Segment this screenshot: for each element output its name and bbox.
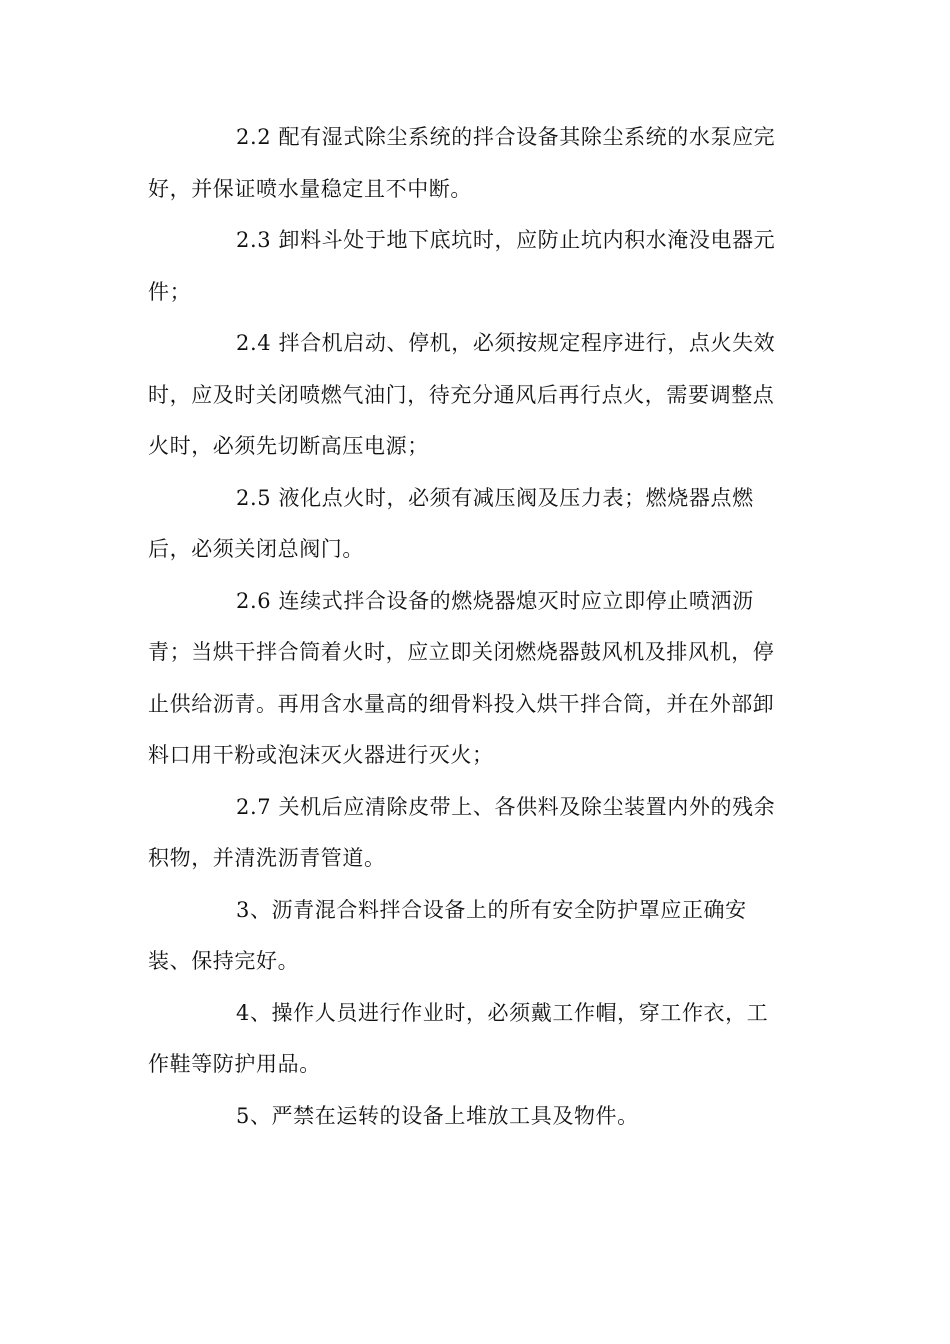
paragraph-3	[148, 885, 800, 988]
text-line: 4、操作人员进行作业时，必须戴工作帽，穿工作衣，工	[236, 1000, 769, 1025]
text-line: 装、保持完好。	[148, 949, 300, 973]
text-line: 止供给沥青。再用含水量高的细骨料投入烘干拌合筒，并在外部卸	[148, 691, 775, 716]
text-line: 2.7 关机后应清除皮带上、各供料及除尘装置内外的残余	[236, 794, 776, 819]
text-line: 火时，必须先切断高压电源；	[148, 434, 429, 458]
paragraph-5	[148, 1091, 800, 1143]
text-line: 5、严禁在运转的设备上堆放工具及物件。	[236, 1103, 639, 1128]
paragraph-2-3	[148, 215, 800, 318]
text-line: 件；	[148, 279, 192, 304]
paragraph-2-2	[148, 112, 800, 215]
text-line: 后，必须关闭总阀门。	[148, 537, 364, 561]
paragraph-4	[148, 988, 800, 1091]
paragraph-2-4	[148, 318, 800, 473]
text-line: 2.5 液化点火时，必须有减压阀及压力表；燃烧器点燃	[236, 485, 754, 510]
text-line: 时，应及时关闭喷燃气油门，待充分通风后再行点火，需要调整点	[148, 382, 775, 407]
text-line: 好，并保证喷水量稳定且不中断。	[148, 176, 472, 201]
document-body	[148, 112, 800, 1142]
text-line: 2.2 配有湿式除尘系统的拌合设备其除尘系统的水泵应完	[236, 125, 776, 149]
text-line: 3、沥青混合料拌合设备上的所有安全防护罩应正确安	[236, 897, 747, 922]
text-line: 料口用干粉或泡沫灭火器进行灭火；	[148, 743, 494, 767]
text-line: 2.6 连续式拌合设备的燃烧器熄灭时应立即停止喷洒沥	[236, 588, 754, 613]
paragraph-2-5	[148, 473, 800, 576]
text-line: 积物，并清洗沥青管道。	[148, 846, 386, 870]
text-line: 2.4 拌合机启动、停机，必须按规定程序进行，点火失效	[236, 331, 776, 355]
text-line: 青；当烘干拌合筒着火时，应立即关闭燃烧器鼓风机及排风机，停	[148, 640, 775, 664]
paragraph-2-6	[148, 576, 800, 782]
text-line: 作鞋等防护用品。	[148, 1052, 321, 1076]
text-line: 2.3 卸料斗处于地下底坑时，应防止坑内积水淹没电器元	[236, 228, 776, 252]
paragraph-2-7	[148, 782, 800, 885]
